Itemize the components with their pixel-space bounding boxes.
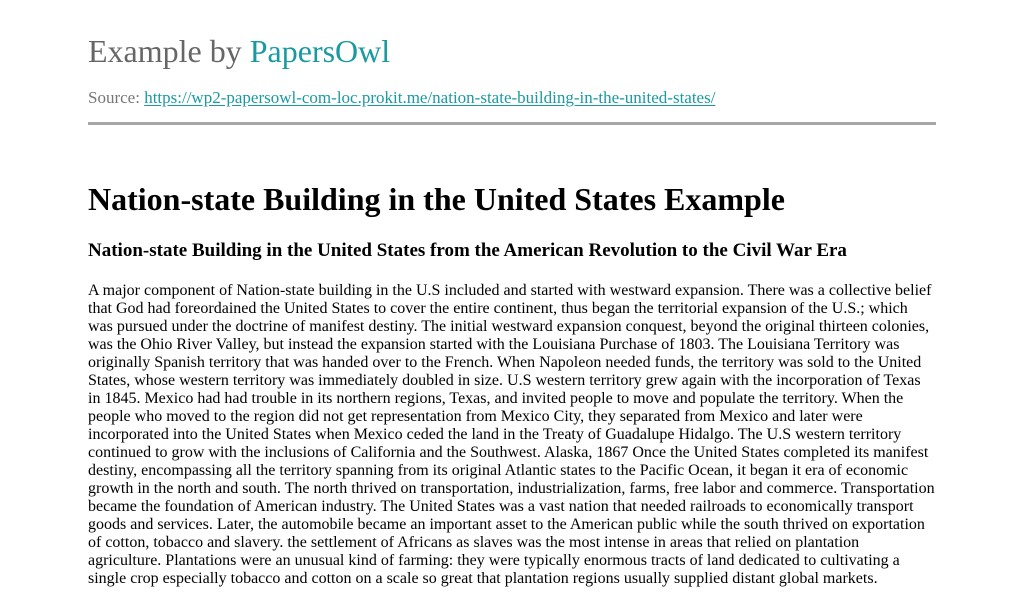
body-line: originally Spanish territory that was handed over to the French. When Napoleon needed funds, the territory was sold to the United [88,354,922,371]
body-line: States, whose western territory was immediately doubled in size. U.S western territory grew again with the incorporation of Texas [88,372,921,389]
body-line: that God had foreordained the United States to cover the entire continent, thus began the territorial expansion of the U.S.; which [88,300,908,317]
source-link[interactable]: https://wp2-papersowl-com-loc.prokit.me/nation-state-building-in-the-united-states/ [144,88,716,107]
body-line: was pursued under the doctrine of manifest destiny. The initial westward expansion conquest, beyond the original thirteen colonies, [88,318,930,335]
document-body [88,282,936,588]
body-line: was the Ohio River Valley, but instead the expansion started with the Louisiana Purchase of 1803. The Louisiana Territory was [88,336,900,353]
source-label: Source: [88,88,145,107]
header-divider [88,122,936,125]
brand-prefix: Example by [88,33,250,69]
body-line: growth in the north and south. The north thrived on transportation, industrialization, farms, free labor and commerce. Transportation [88,480,935,497]
body-line: agriculture. Plantations were an unusual kind of farming: they were typically enormous tracts of land dedicated to cultivating a [88,552,900,569]
document-subtitle: Nation-state Building in the United States from the American Revolution to the Civil War Era [88,240,847,261]
brand-header [88,31,390,71]
document-title: Nation-state Building in the United States Example [88,181,785,217]
body-line: single crop especially tobacco and cotton on a scale so great that plantation regions usually supplied distant global markets. [88,570,878,587]
body-line: A major component of Nation-state building in the U.S included and started with westward expansion. There was a collective belief [88,282,932,299]
body-line: goods and services. Later, the automobile became an important asset to the American public while the south thrived on exportation [88,516,925,533]
body-line: became the foundation of American industry. The United States was a vast nation that needed railroads to economically transport [88,498,914,515]
body-line: incorporated into the United States when Mexico ceded the land in the Treaty of Guadalupe Hidalgo. The U.S western territory [88,426,902,443]
body-line: of cotton, tobacco and slavery. the settlement of Africans as slaves was the most intense in areas that relied on plantation [88,534,860,551]
body-line: in 1845. Mexico had had trouble in its northern regions, Texas, and invited people to move and populate the territory. When the [88,390,904,407]
body-line: continued to grow with the inclusions of California and the Southwest. Alaska, 1867 Once the United States completed its manifest [88,444,929,461]
source-line [88,87,715,109]
body-line: destiny, encompassing all the territory spanning from its original Atlantic states to the Pacific Ocean, it began it era of economic [88,462,909,479]
body-line: people who moved to the region did not get representation from Mexico City, they separated from Mexico and later were [88,408,863,425]
brand-name-link[interactable]: PapersOwl [249,33,391,69]
